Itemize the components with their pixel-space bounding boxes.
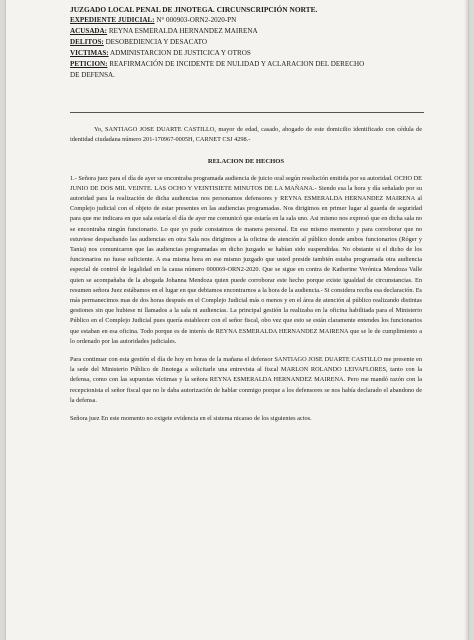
document-body (70, 125, 422, 424)
expediente-label: EXPEDIENTE JUDICIAL: (70, 16, 155, 24)
victimas-line (70, 48, 440, 59)
peticion-value: REAFIRMACIÓN DE INCIDENTE DE NULIDAD Y ACLARACION DEL DERECHO (109, 60, 365, 68)
peticion-line (70, 59, 440, 70)
court-title: JUZGADO LOCAL PENAL DE JINOTEGA. CIRCUNSCRIPCIÓN NORTE. (70, 5, 318, 14)
delitos-label: DELITOS: (70, 38, 104, 46)
section-title: RELACION DE HECHOS (207, 158, 285, 166)
intro-paragraph: Yo, SANTIAGO JOSE DUARTE CASTILLO, mayor de edad, casado, abogado de este domicilio identificado con cédula de identidad ciudadana número 201-170967-0005H, CARNET CSJ 4298.- (70, 126, 422, 144)
facts-paragraph-1: 1.- Señora juez para el día de ayer se encontraba programada audiencia de juicio oral según resolución emitida por su autoridad. OCHO DE JUNIO DE DOS MIL VEINTE. LAS OCHO Y VEINTISIETE MINUTOS DE LA MAÑANA.- Siendo esa la hora y día señalado por su autoridad para la realización de dicha audiencias nos personamos defensores y REYNA ESMERALDA HERNANDEZ MAIRENA al Complejo judicial con el objeto de estar presentes en las audiencias programadas. Nos dirigimos en primer lugar al guarda de seguridad para que me indicara en que sala estaría el día de ayer me comunicó que estaría en la sala uno. Asi mismo nos expresó que en dicha sala no se encontraba ningún funcionario. Lo que yo pude constatmos de manera personal. En ese mismo momento y para corroborar que no estuviese despachando las audiencias en otra Sala nos dirigimos a la oficina de atención al público donde ambos funcionarios (Róger y Tania) nos comunicaron que las audiencias programadas en dicho juzgado se habían sido suspendidas. No obstante si el dicho de los funcionarios no fuese suficiente. A esa misma hora en ese mismo juzgado que usted preside también estaba programada otra audiencia especial de control de legalidad en la causa número 000069-ORN2-2020. Que se sigue en contra de Katherine Verónica Mendoza Valle quien se acompañaba de la abogada Johanna Mendoza quien puede corroborar este hecho porque existe igualdad de circunstancias. En resumen señora Juez estábamos en el lugar en que debiamos encontrarnos a la hora de la audiencia.- Si considera reciba esa declaración. Es más permanecimos mas de dos horas después en el Complejo Judicial más o menos y en el área de atención al público realizando distintas gestiones sin que hubiese ni llamados a la sala ni audiencias. La principal gestión la realizaba en la oficina habilitada para el Ministerio Público en el Complejo Judicial pues quería establecer con el señor fiscal, obo vez que esto se están claramente entendes los funcionarios que estaban en esa oficina. Todo porque es de interés de REYNA ESMERALDA HERNANDEZ MAIRENA que se le de cumplimiento a lo ordenado por las autoridades judiciales. (70, 174, 422, 345)
case-header (70, 4, 440, 81)
peticion-label: PETICION: (70, 60, 108, 68)
page-edge-shadow (464, 0, 468, 640)
document-page (6, 0, 468, 640)
acusada-value: REYNA ESMERALDA HERNANDEZ MAIRENA (108, 27, 258, 35)
header-divider (70, 112, 424, 113)
paragraph-gap (70, 406, 422, 414)
delitos-value: DESOBEDIENCIA Y DESACATO (105, 38, 207, 46)
delitos-line (70, 37, 440, 48)
expediente-line (70, 15, 440, 26)
facts-paragraph-2: Para continuar con esta gestión el día de hoy en horas de la mañana el defensor SANTIAGO JOSE DUARTE CASTILLO me presente en la sede del Ministerio Público de Jinotega a solicitarle una entrevista al fiscal MARLON ROLANDO LEIVAFLORES, tanto con la defensa, como con las supuestas víctimas y la señora REYNA ESMERALDA HERNANDEZ MAIRENA. Pero me mandó razón con la recepcionista el señor fiscal que no le daba autorización de hablar conmigo porque a los defensores se nos había declarado el abandono de la defensa. (70, 356, 422, 404)
peticion-continuation: DE DEFENSA. (70, 71, 115, 79)
acusada-line (70, 26, 440, 37)
paragraph-gap (70, 347, 422, 355)
facts-paragraph-3: Señora juez En este momento no exigete evidencia en el sistema nicarao de los siguientes actos. (70, 415, 312, 423)
victimas-label: VICTIMAS: (70, 49, 109, 57)
acusada-label: ACUSADA: (70, 27, 108, 35)
victimas-value: ADMINISTARCION DE JUSTICICA Y OTROS (110, 49, 251, 57)
expediente-value: N° 000903-ORN2-2020-PN (156, 16, 237, 24)
